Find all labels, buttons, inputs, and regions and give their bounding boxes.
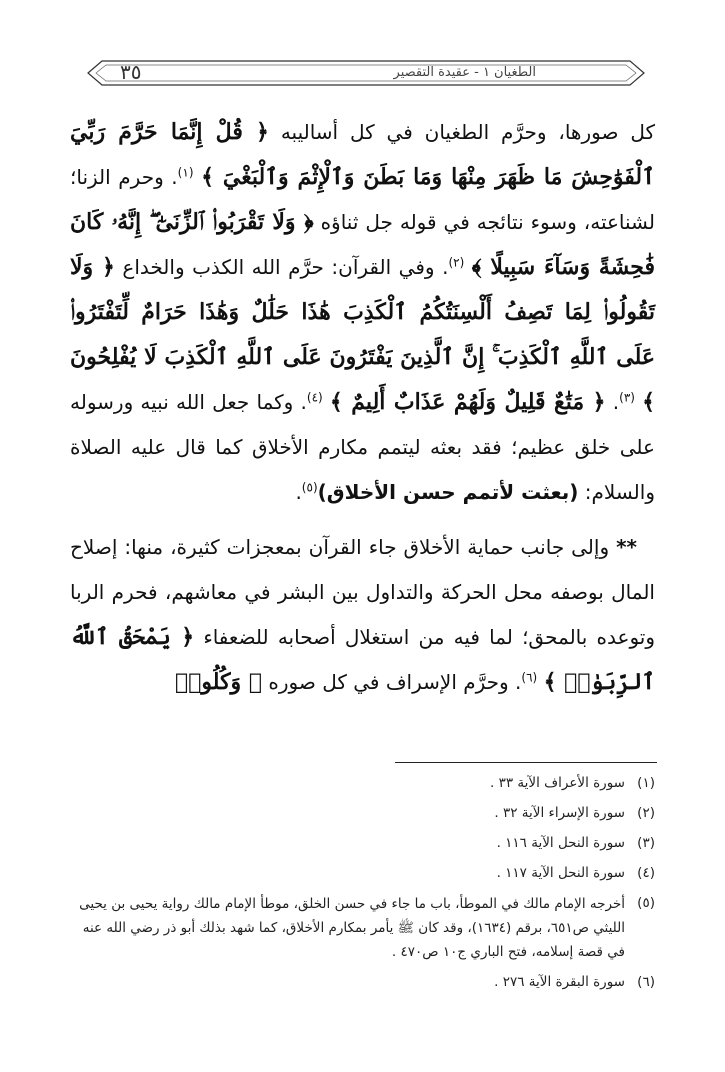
footnote-text: سورة البقرة الآية ٢٧٦ . [494,974,625,990]
hadith-quote: (بعثت لأتمم حسن الأخلاق) [317,480,579,504]
main-text [70,110,655,705]
quran-verse: ﴿ وَكُلُوا۟ [175,669,263,695]
footnotes [62,772,655,1001]
footnote-text: أخرجه الإمام مالك في الموطأ، باب ما جاء في حسن الخلق، موطأ الإمام مالك رواية يحيى بن يحيى الليثي ص٦٥١، برقم (١٦٣٤)، وقد كان ﷺ يأمر بمكارم الأخلاق، كما شهد بذلك أبو ذر رضي الله عنه في قصة إسلامه، فتح الباري ج١٠ ص٤٧٠ . [79,896,625,960]
body-text: . وكما جعل الله نبيه ورسوله على خلق عظيم؛ فقد بعثه ليتمم مكارم الأخلاق كما قال عليه الصلاة والسلام: [70,390,655,504]
quran-verse: ﴿ وَلَا تَقْرَبُوا۟ ٱلزِّنَىٰٓ ۖ إِنَّهُۥ كَانَ فَٰحِشَةً وَسَآءَ سَبِيلًا ﴾ [70,209,656,280]
quran-verse: ﴿ يَمْحَقُ ٱللَّهُ ٱلرِّبَوٰا۟ ﴾ [70,624,655,695]
body-text: كل صورها، وحرَّم الطغيان في كل أساليبه [280,120,656,144]
paragraph-2 [70,525,655,705]
footnote-number: (٣) [637,835,655,851]
asterisk-bullet: ** [616,535,638,559]
page-header [86,58,646,88]
header-frame-ornament [86,58,646,88]
footnote-item [62,772,655,795]
footnote-ref: (٢) [448,255,465,270]
footnote-number: (٢) [637,805,655,821]
body-text: . وحرَّم الإسراف في كل صوره [268,670,522,694]
running-title: الطغيان ١ - عقيدة التقصير [393,65,536,80]
footnote-text: سورة الإسراء الآية ٣٢ . [494,805,625,821]
footnote-ref: (٥) [301,480,318,495]
quran-verse: ﴿ وَلَا تَقُولُوا۟ لِمَا تَصِفُ أَلْسِنَتُكُمُ ٱلْكَذِبَ هَٰذَا حَلَٰلٌ وَهَٰذَا حَرَامٌ لِّتَفْتَرُوا۟ عَلَى ٱللَّهِ ٱلْكَذِبَ ۚ إِنَّ ٱلَّذِينَ يَفْتَرُونَ عَلَى ٱللَّهِ ٱلْكَذِبَ لَا يُفْلِحُونَ ﴾ [70,254,656,415]
body-text: . [612,390,620,414]
footnote-item [62,971,655,994]
footnote-item [62,802,655,825]
footnote-item [62,862,655,885]
paragraph-1 [70,110,655,515]
footnote-item [62,832,655,855]
footnote-ref: (١) [177,165,194,180]
footnote-ref: (٦) [521,670,538,685]
footnote-number: (٥) [637,895,655,911]
footnote-text: سورة النحل الآية ١١٦ . [496,835,625,851]
footnote-number: (١) [637,775,655,791]
footnote-number: (٤) [637,865,655,881]
footnote-ref: (٣) [619,390,635,405]
body-text: . وفي القرآن: حرَّم الله الكذب والخداع [122,255,449,279]
footnote-number: (٦) [637,974,655,990]
quran-verse: ﴿ مَتَٰعٌ قَلِيلٌ وَلَهُمْ عَذَابٌ أَلِيمٌ ﴾ [329,389,606,415]
footnote-text: سورة الأعراف الآية ٣٣ . [489,775,625,791]
footnote-text: سورة النحل الآية ١١٧ . [496,865,625,881]
footnote-separator [395,762,657,763]
body-text: . [295,480,302,504]
footnote-item [62,892,655,964]
body-text: . وحرم الزنا؛ لشناعته، وسوء نتائجه في قوله جل ثناؤه [70,165,655,234]
page-number: ٣٥ [120,60,142,84]
footnote-ref: (٤) [306,390,323,405]
body-text: وإلى جانب حماية الأخلاق جاء القرآن بمعجزات كثيرة، منها: إصلاح المال بوصفه محل الحركة والتداول بين البشر في معاشهم، فحرم الربا وتوعده بالمحق؛ لما فيه من استغلال أصحابه للضعفاء [70,535,655,649]
quran-verse: ﴿ قُلْ إِنَّمَا حَرَّمَ رَبِّيَ ٱلْفَوَٰحِشَ مَا ظَهَرَ مِنْهَا وَمَا بَطَنَ وَٱلْإِثْمَ وَٱلْبَغْيَ ﴾ [70,119,656,190]
